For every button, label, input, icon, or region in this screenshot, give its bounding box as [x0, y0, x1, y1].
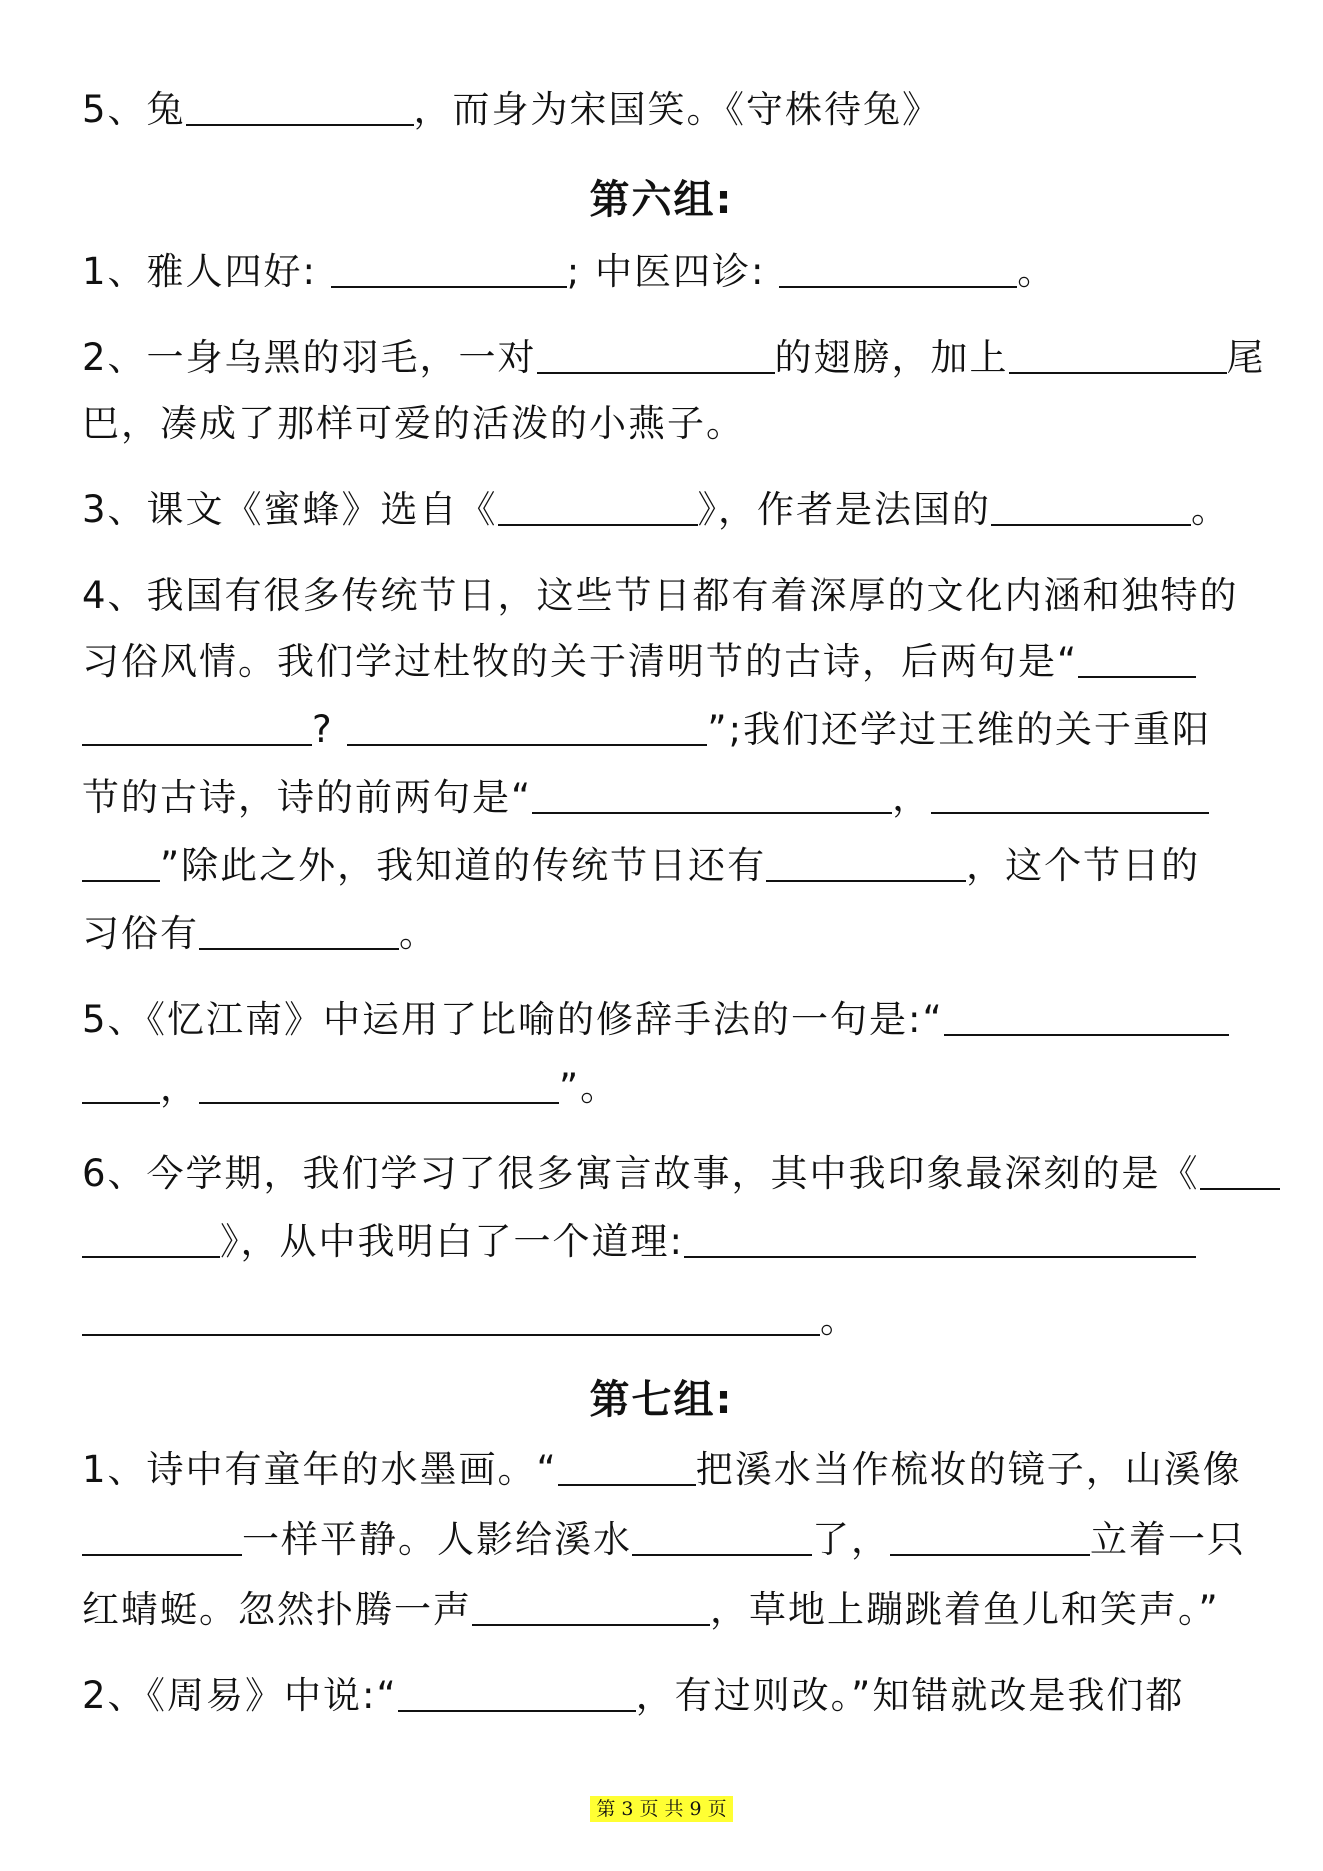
answer-blank[interactable] — [532, 778, 892, 814]
group6-title: 第六组: — [589, 177, 734, 223]
g6-q5-line1: 5、《忆江南》中运用了比喻的修辞手法的一句是:“ — [82, 998, 1248, 1042]
answer-blank[interactable] — [684, 1222, 1196, 1258]
answer-blank[interactable] — [766, 846, 966, 882]
g6-q5-line2: ， ”。 — [82, 1066, 1248, 1110]
answer-blank[interactable] — [558, 1450, 696, 1486]
answer-blank[interactable] — [199, 1068, 559, 1104]
answer-blank[interactable] — [347, 710, 707, 746]
g6-q4-line6: 习俗有 。 — [82, 912, 438, 955]
answer-blank[interactable] — [498, 490, 698, 526]
prev-item-5: 5、兔 ，而身为宋国笑。《守株待兔》 — [82, 88, 942, 131]
page-footer — [0, 1794, 1323, 1821]
answer-blank[interactable] — [1078, 642, 1196, 678]
g6-q1: 1、雅人四好: ; 中医四诊: 。 — [82, 250, 1057, 293]
answer-blank[interactable] — [944, 1000, 1229, 1036]
g6-q2-line2: 巴，凑成了那样可爱的活泼的小燕子。 — [82, 402, 745, 445]
answer-blank[interactable] — [1200, 1154, 1280, 1190]
answer-blank[interactable] — [82, 1300, 820, 1336]
g6-q3: 3、课文《蜜蜂》选自《 》，作者是法国的 。 — [82, 488, 1231, 531]
answer-blank[interactable] — [472, 1590, 710, 1626]
g6-q4-line2: 习俗风情。我们学过杜牧的关于清明节的古诗，后两句是“ — [82, 640, 1248, 684]
page-number: 第 3 页 共 9 页 — [590, 1796, 732, 1822]
answer-blank[interactable] — [82, 1520, 242, 1556]
answer-blank[interactable] — [398, 1676, 636, 1712]
g7-q1-line1: 1、诗中有童年的水墨画。“ 把溪水当作梳妆的镜子，山溪像 — [82, 1448, 1242, 1491]
g7-q2: 2、《周易》中说:“ ，有过则改。”知错就改是我们都 — [82, 1674, 1185, 1717]
answer-blank[interactable] — [991, 490, 1191, 526]
g6-q4-line3: ? ”;我们还学过王维的关于重阳 — [82, 708, 1248, 752]
answer-blank[interactable] — [82, 1222, 220, 1258]
answer-blank[interactable] — [931, 778, 1209, 814]
group7-title: 第七组: — [589, 1377, 734, 1423]
g6-q4-line5: ”除此之外，我知道的传统节日还有 ，这个节日的 — [82, 844, 1248, 888]
g6-q2-line1: 2、一身乌黑的羽毛，一对 的翅膀，加上 尾 — [82, 336, 1266, 379]
g6-q6-line2: 》，从中我明白了一个道理: — [82, 1220, 1248, 1264]
g6-q6-line3: 。 — [82, 1298, 1248, 1342]
g7-q1-line2: 一样平静。人影给溪水 了， 立着一只 — [82, 1518, 1248, 1562]
g6-q4-line1: 4、我国有很多传统节日，这些节日都有着深厚的文化内涵和独特的 — [82, 574, 1239, 617]
answer-blank[interactable] — [632, 1520, 812, 1556]
answer-blank[interactable] — [890, 1520, 1090, 1556]
answer-blank[interactable] — [199, 914, 399, 950]
answer-blank[interactable] — [82, 846, 160, 882]
answer-blank[interactable] — [82, 710, 312, 746]
answer-blank[interactable] — [1009, 338, 1227, 374]
answer-blank[interactable] — [779, 252, 1017, 288]
answer-blank[interactable] — [331, 252, 567, 288]
answer-blank[interactable] — [186, 90, 414, 126]
g6-q6-line1: 6、今学期，我们学习了很多寓言故事，其中我印象最深刻的是《 — [82, 1152, 1248, 1196]
answer-blank[interactable] — [537, 338, 775, 374]
g6-q4-line4: 节的古诗，诗的前两句是“ ， — [82, 776, 1248, 820]
g7-q1-line3: 红蜻蜓。忽然扑腾一声 ，草地上蹦跳着鱼儿和笑声。” — [82, 1588, 1220, 1631]
answer-blank[interactable] — [82, 1068, 160, 1104]
